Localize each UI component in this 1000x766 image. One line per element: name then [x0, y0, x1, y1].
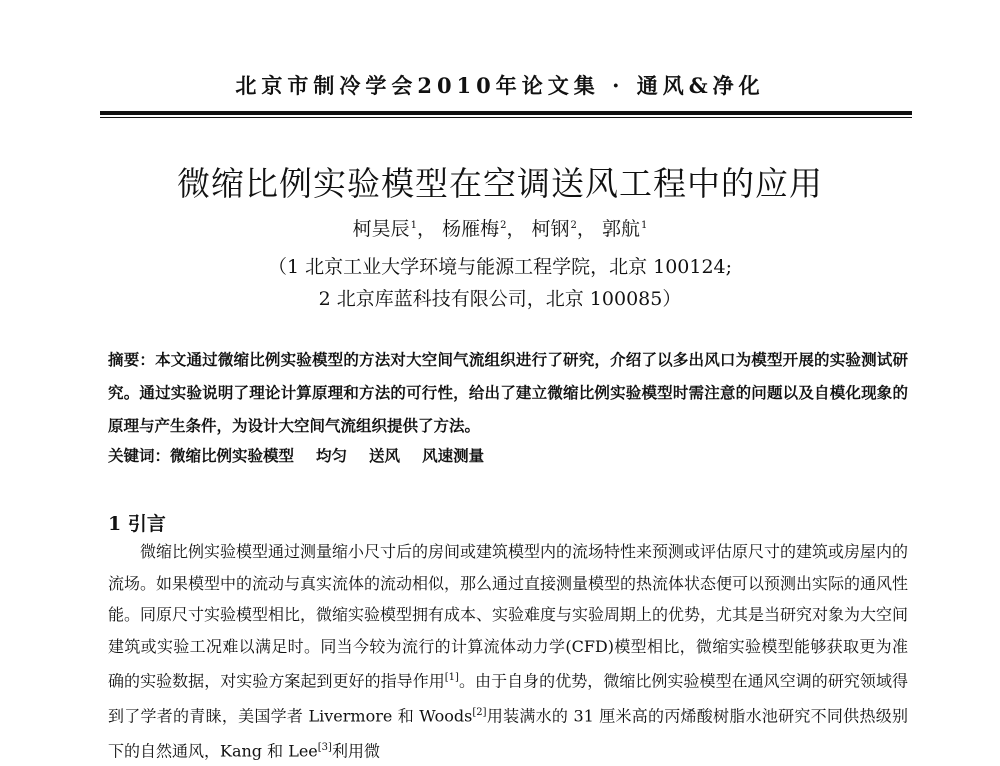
abstract-label: 摘要：: [108, 350, 156, 369]
paper-title: 微缩比例实验模型在空调送风工程中的应用: [177, 164, 823, 203]
citation: [1]: [444, 672, 459, 683]
author: 郭航$^1$: [601, 218, 648, 240]
header-rule: [100, 111, 912, 115]
section-heading: 1 引言: [108, 513, 166, 535]
citation: [3]: [317, 741, 332, 753]
running-header: 北京市制冷学会2010年论文集 · 通风&净化: [235, 73, 765, 98]
body-text: [108, 536, 908, 766]
keyword: 微缩比例实验模型: [170, 446, 295, 465]
keywords: [108, 444, 908, 466]
author: 柯昊辰$^1$，: [352, 218, 437, 240]
header-rule-thin: [100, 117, 912, 118]
author: 柯钢$^2$，: [531, 218, 596, 240]
affiliation-2: 2 北京库蓝科技有限公司，北京 100085）: [318, 288, 682, 310]
citation: [2]: [472, 706, 487, 718]
keywords-label: 关键词：: [108, 446, 171, 465]
keyword: 均匀: [316, 446, 348, 465]
paragraph: 微缩比例实验模型通过测量缩小尺寸后的房间或建筑模型内的流场特性来预测或评估原尺寸的建筑或房屋内的流场。如果模型中的流动与真实流体的流动相似，那么通过直接测量模型的热流体状态便可以预测出实际的通风性能。同原尺寸实验模型相比，微缩实验模型拥有成本、实验难度与实验周期上的优势，尤其是当研究对象为大空间建筑或实验工况难以满足时。同当今较为流行的计算流体动力学(CFD)模型相比，微缩实验模型能够获取更为准确的实验数据，对实验方案起到更好的指导作用[1]。由于自身的优势，微缩比例实验模型在通风空调的研究领域得到了学者的青睐，美国学者 Livermore 和 Woods[2]用装满水的 31 厘米高的丙烯酸树脂水池研究不同供热级别下的自然通风，Kang 和 Lee[3]利用微: [108, 542, 909, 760]
abstract-text: 本文通过微缩比例实验模型的方法对大空间气流组织进行了研究，介绍了以多出风口为模型开展的实验测试研究。通过实验说明了理论计算原理和方法的可行性，给出了建立微缩比例实验模型时需注意的问题以及自模化现象的原理与产生条件，为设计大空间气流组织提供了方法。: [108, 350, 908, 435]
keyword: 送风: [369, 446, 401, 465]
abstract: [108, 343, 908, 442]
author: 杨雁梅$^2$，: [442, 218, 526, 240]
author-list: [0, 214, 1000, 241]
keyword: 风速测量: [422, 446, 485, 465]
affiliation-1: （1 北京工业大学环境与能源工程学院，北京 100124;: [267, 256, 733, 278]
